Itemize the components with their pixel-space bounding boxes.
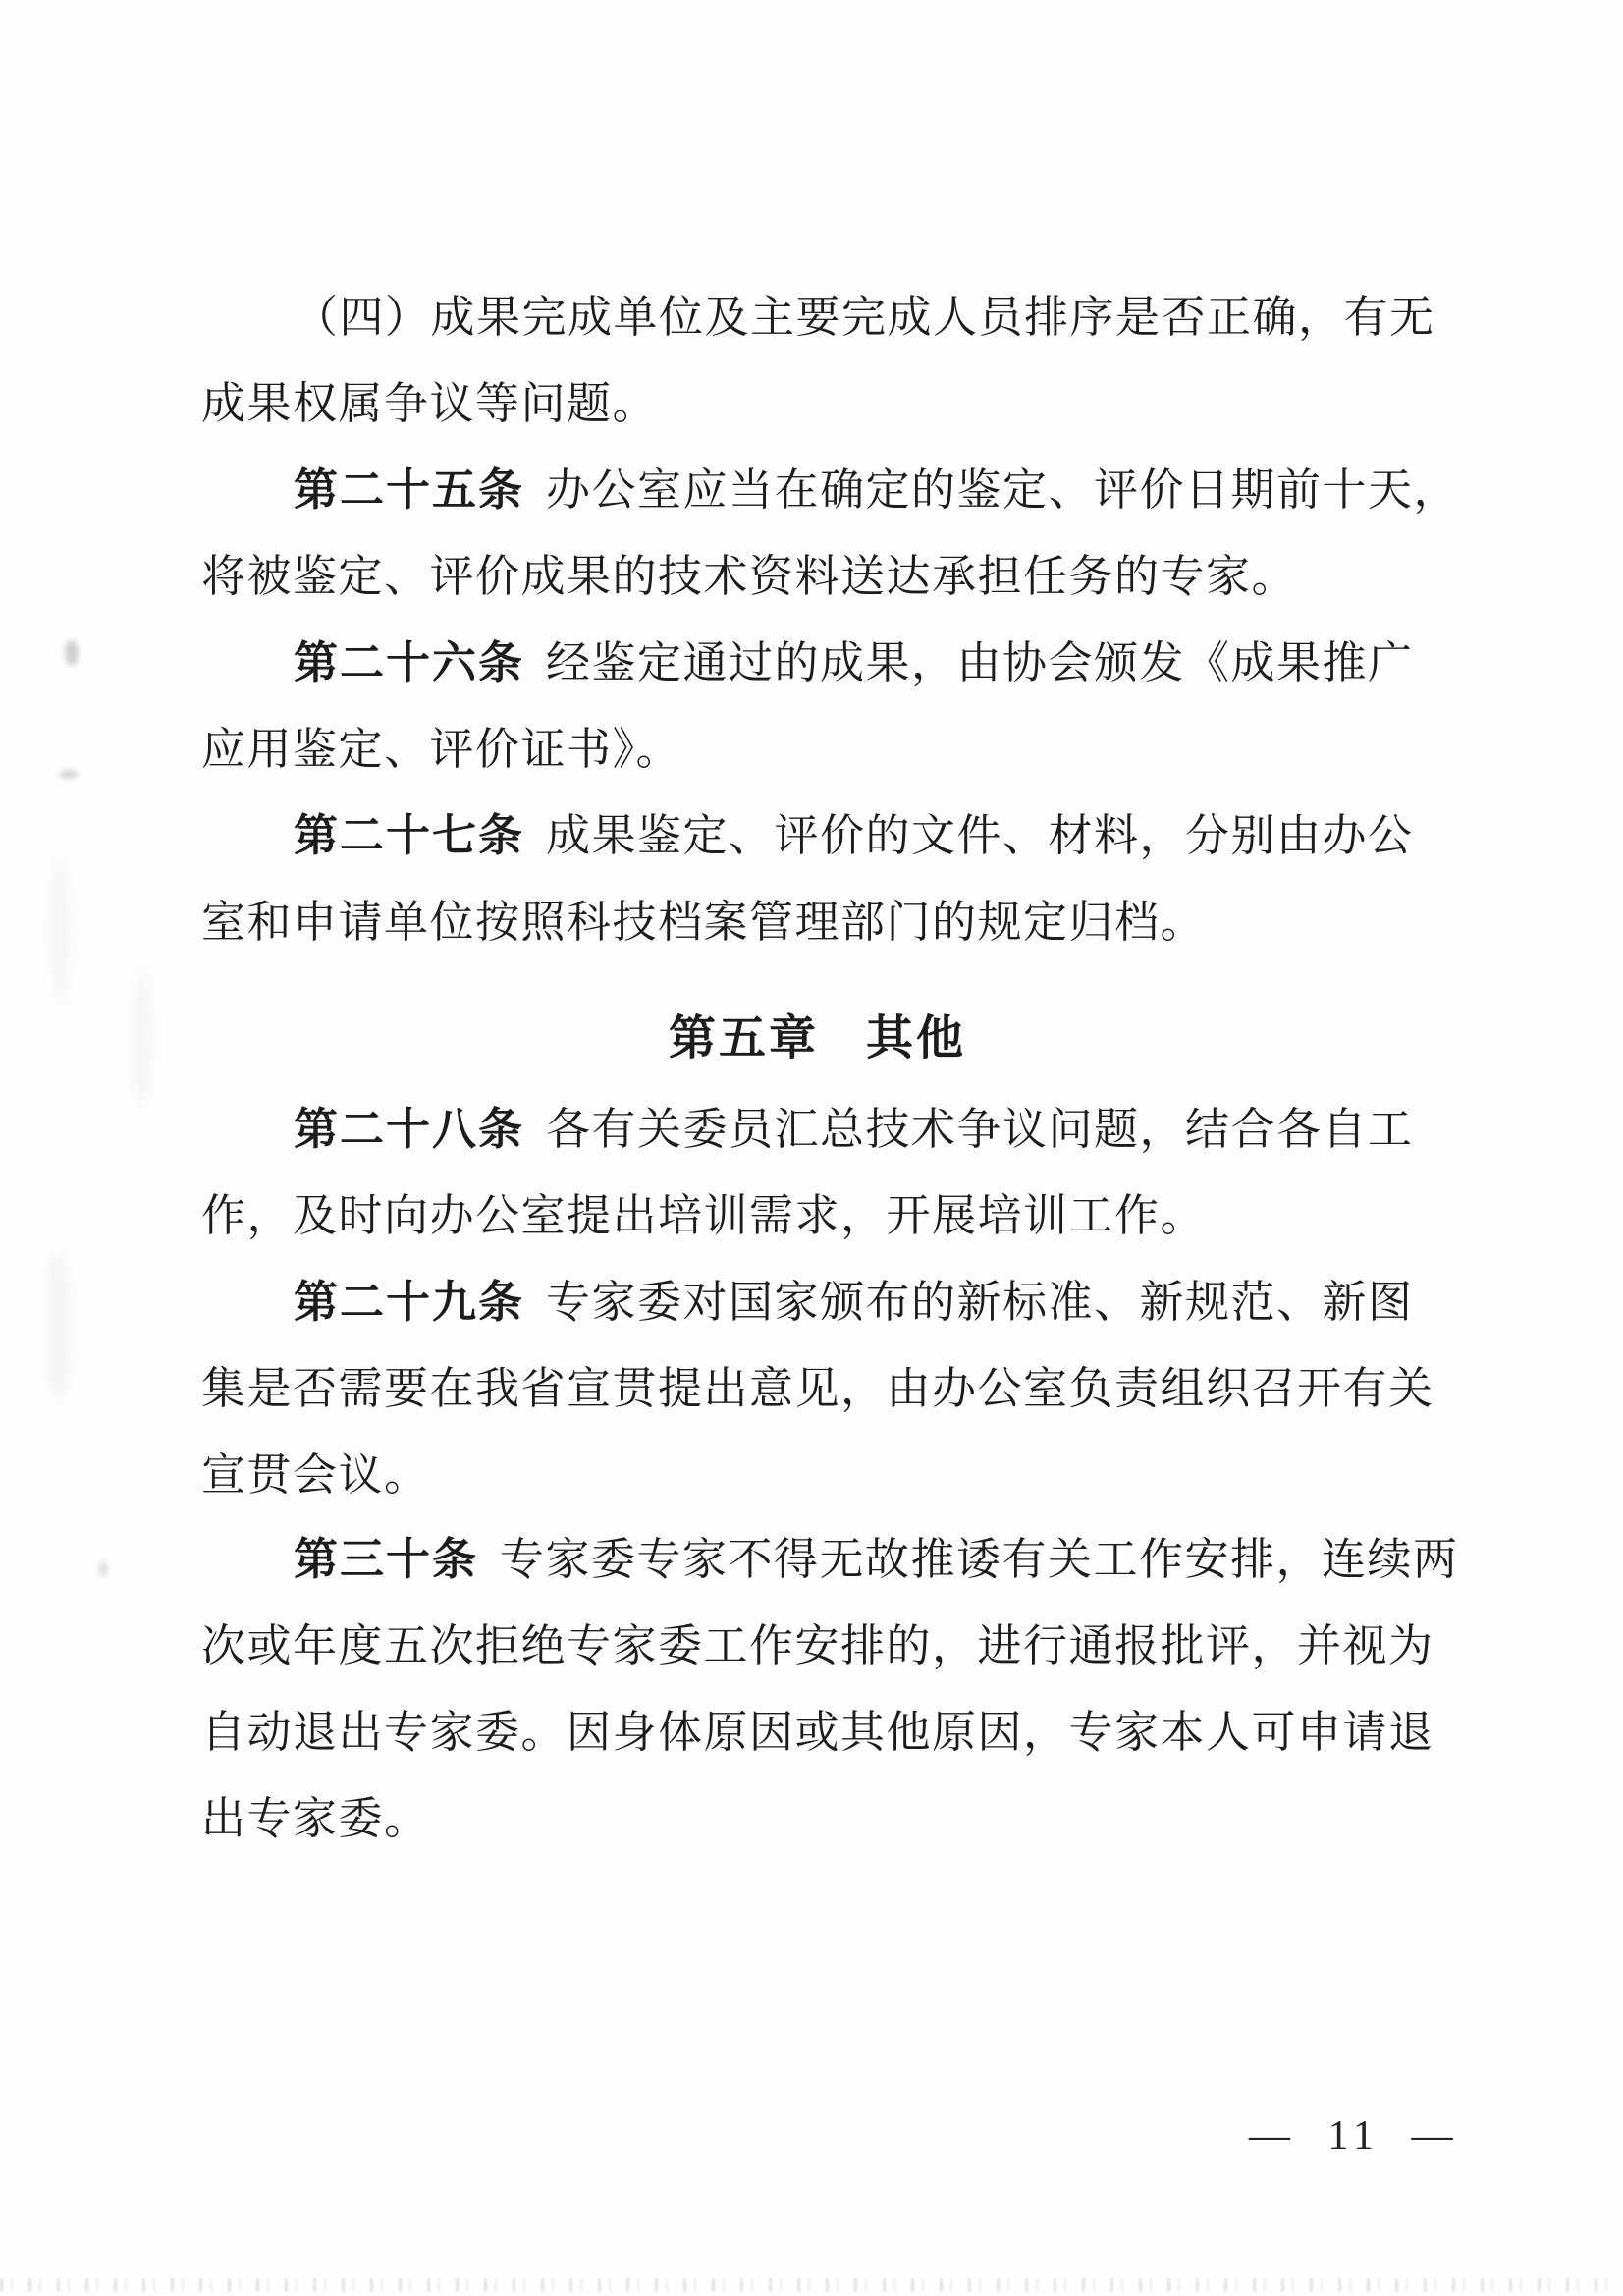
line-text: 经鉴定通过的成果，由协会颁发《成果推广 bbox=[546, 638, 1414, 687]
line-text: 办公室应当在确定的鉴定、评价日期前十天， bbox=[546, 465, 1460, 515]
line-text: 专家委对国家颁布的新标准、新规范、新图 bbox=[546, 1278, 1414, 1327]
article-number: 第二十八条 bbox=[294, 1104, 525, 1154]
paragraph-line bbox=[201, 893, 1497, 952]
article-number: 第二十六条 bbox=[294, 637, 525, 687]
line-text: 作，及时向办公室提出培训需求，开展培训工作。 bbox=[201, 1191, 1207, 1240]
line-text: 宣贯会议。 bbox=[201, 1450, 430, 1500]
chapter-number: 第五章 bbox=[668, 1012, 819, 1065]
line-text: 专家委专家不得无故推诿有关工作安排，连续两 bbox=[500, 1535, 1459, 1584]
paragraph-line bbox=[201, 461, 1590, 519]
paragraph-line bbox=[201, 1186, 1497, 1245]
line-text: 应用鉴定、评价证书》。 bbox=[201, 725, 682, 774]
scan-smudge bbox=[98, 1561, 108, 1577]
paragraph-line bbox=[201, 1530, 1590, 1589]
page-number: — 11 — bbox=[1249, 2113, 1459, 2159]
scan-smudge bbox=[49, 856, 71, 1004]
scan-edge-noise bbox=[0, 2278, 1623, 2292]
paragraph-line bbox=[201, 1703, 1497, 1762]
chapter-title: 其他 bbox=[866, 1012, 967, 1065]
paragraph-line bbox=[201, 720, 1497, 779]
paragraph-line bbox=[201, 1789, 1497, 1848]
paragraph-line bbox=[201, 1446, 1497, 1504]
paragraph-line bbox=[201, 1359, 1497, 1418]
line-text: 自动退出专家委。因身体原因或其他原因，专家本人可申请退 bbox=[201, 1708, 1434, 1757]
paragraph-line bbox=[201, 1273, 1590, 1332]
line-text: 各有关委员汇总技术争议问题，结合各自工 bbox=[546, 1105, 1414, 1154]
paragraph-line bbox=[201, 1616, 1497, 1675]
line-text: 室和申请单位按照科技档案管理部门的规定归档。 bbox=[201, 898, 1207, 947]
line-text: 次或年度五次拒绝专家委工作安排的，进行通报批评，并视为 bbox=[201, 1621, 1434, 1670]
scan-smudge bbox=[65, 640, 79, 666]
article-number: 第二十九条 bbox=[294, 1277, 525, 1327]
paragraph-line bbox=[201, 633, 1590, 692]
article-number: 第二十五条 bbox=[294, 465, 525, 515]
line-text: 成果权属争议等问题。 bbox=[201, 379, 659, 428]
line-text: 成果鉴定、评价的文件、材料，分别由办公 bbox=[546, 811, 1414, 860]
paragraph-line bbox=[201, 806, 1590, 865]
scan-smudge bbox=[45, 1249, 71, 1401]
scan-smudge bbox=[132, 970, 153, 1108]
article-number: 第三十条 bbox=[294, 1534, 479, 1584]
chapter-heading bbox=[201, 1010, 1434, 1068]
scan-smudge bbox=[59, 770, 79, 779]
line-text: 集是否需要在我省宣贯提出意见，由办公室负责组织召开有关 bbox=[201, 1364, 1434, 1413]
line-text: 将被鉴定、评价成果的技术资料送达承担任务的专家。 bbox=[201, 552, 1298, 601]
line-text: （四）成果完成单位及主要完成人员排序是否正确，有无 bbox=[294, 293, 1435, 342]
paragraph-line bbox=[201, 1100, 1590, 1159]
article-number: 第二十七条 bbox=[294, 810, 525, 860]
paragraph-line bbox=[201, 374, 1497, 433]
line-text: 出专家委。 bbox=[201, 1794, 430, 1843]
paragraph-line bbox=[201, 288, 1590, 347]
paragraph-line bbox=[201, 547, 1497, 606]
